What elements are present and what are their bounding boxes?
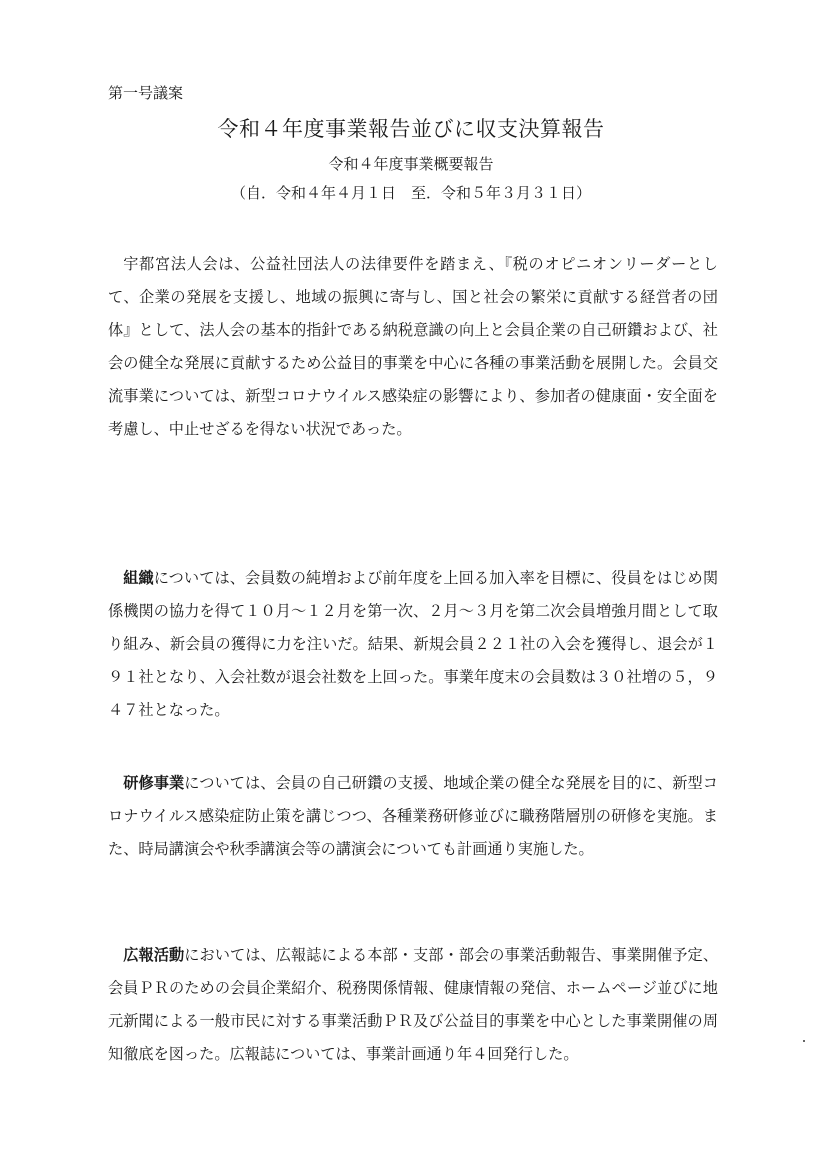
training-text: については、会員の自己研鑽の支援、地域企業の健全な発展を目的に、新型コロナウイルス感染症防止策を講じつつ、各種業務研修並びに職務階層別の研修を実施。また、時局講演会や秋季講演会等の講演会についても計画通り実施した。 [108,774,718,858]
pr-text: においては、広報誌による本部・支部・部会の事業活動報告、事業開催予定、会員ＰＲのための会員企業紹介、税務関係情報、健康情報の発信、ホームページ並びに地元新聞による一般市民に対する事業活動ＰＲ及び公益目的事業を中心とした事業開催の周知徹底を図った。広報誌については、事業計画通り年４回発行した。 [108,946,719,1063]
report-title: 令和４年度事業報告並びに収支決算報告 [217,117,605,141]
agenda-label: 第一号議案 [108,84,184,102]
report-subtitle: 令和４年度事業概要報告 [328,155,494,173]
intro-paragraph: 宇都宮法人会は、公益社団法人の法律要件を踏まえ、『税のオピニオンリーダーとして、企業の発展を支援し、地域の振興に寄与し、国と社会の繁栄に貢献する経営者の団体』として、法人会の基本的指針である納税意識の向上と会員企業の自己研鑽および、社会の健全な発展に貢献するため公益目的事業を中心に各種の事業活動を展開した。会員交流事業については、新型コロナウイルス感染症の影響により、参加者の健康面・安全面を考慮し、中止せざるを得ない状況であった。 [108,255,718,438]
scan-speck [803,1040,805,1042]
training-paragraph [108,767,718,866]
organization-keyword: 組織 [123,569,154,587]
organization-text: については、会員数の純増および前年度を上回る加入率を目標に、役員をはじめ関係機関の協力を得て１０月～１２月を第一次、２月～３月を第二次会員増強月間として取り組み、新会員の獲得に力を注いだ。結果、新規会員２２１社の入会を獲得し、退会が１９１社となり、入会社数が退会社数を上回った。事業年度末の会員数は３０社増の５，９４７社となった。 [108,569,719,719]
pr-keyword: 広報活動 [123,946,185,964]
report-period: （自．令和４年４月１日 至．令和５年３月３１日） [230,184,591,202]
training-keyword: 研修事業 [123,774,185,792]
pr-paragraph [108,939,718,1071]
organization-paragraph [108,562,718,727]
